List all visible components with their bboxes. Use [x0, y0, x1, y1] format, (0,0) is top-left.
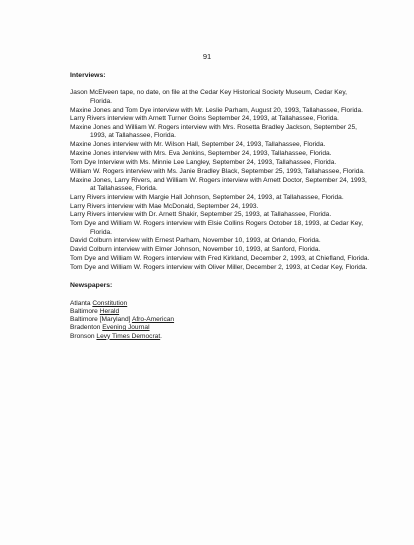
- newspaper-suffix: .: [160, 332, 163, 340]
- interview-entry: Jason McElveen tape, no date, on file at the Cedar Key Historical Society Museum, Cedar Key, Florida.: [70, 89, 347, 105]
- interview-entry: Maxine Jones interview with Mrs. Eva Jenkins, September 24, 1993, Tallahassee, Florida.: [70, 150, 332, 158]
- newspaper-item: [70, 300, 370, 308]
- interviews-heading: Interviews:: [70, 72, 106, 79]
- interview-entry: Larry Rivers interview with Dr. Arnett Shakir, September 25, 1993, at Tallahassee, Florida.: [70, 211, 332, 219]
- newspaper-place: Bronson: [70, 332, 95, 340]
- interview-entry: Larry Rivers interview with Arnett Turner Goins September 24, 1993, at Tallahassee, Florida.: [70, 115, 339, 123]
- newspaper-title: Herald: [99, 307, 120, 315]
- interview-entry: David Colburn interview with Ernest Parham, November 10, 1993, at Orlando, Florida.: [70, 237, 321, 245]
- interview-entry: Tom Dye Interview with Ms. Minnie Lee Langley, September 24, 1993, Tallahassee, Florida.: [70, 158, 337, 166]
- newspaper-title: Evening Journal: [102, 324, 150, 332]
- newspaper-item: [70, 308, 370, 316]
- interviews-list: [70, 89, 370, 272]
- newspapers-list: [70, 300, 370, 341]
- interview-entry: Maxine Jones and William W. Rogers interview with Mrs. Rosetta Bradley Jackson, September 25, 1993, at Tallahassee, Florida.: [70, 124, 357, 140]
- interview-entry: Tom Dye and William W. Rogers interview with Oliver Miller, December 2, 1993, at Cedar Key, Florida.: [70, 263, 368, 271]
- newspaper-item: [70, 333, 370, 341]
- interview-entry: Tom Dye and William W. Rogers interview with Elsie Collins Rogers October 18, 1993, at Cedar Key, Florida.: [70, 220, 364, 236]
- newspapers-heading: Newspapers:: [70, 282, 113, 290]
- newspaper-title: Levy Times Democrat: [96, 332, 161, 340]
- interview-entry: Maxine Jones interview with Mr. Wilson Hall, September 24, 1993, Tallahassee, Florida.: [70, 141, 326, 149]
- newspaper-place: Baltimore [Maryland]: [70, 316, 131, 324]
- interview-entry: William W. Rogers interview with Ms. Janie Bradley Black, September 25, 1993, Tallahassee, Florida.: [70, 167, 365, 175]
- interview-entry: Larry Rivers interview with Mae McDonald, September 24, 1993.: [70, 202, 259, 210]
- interview-entry: Maxine Jones, Larry Rivers, and William W. Rogers interview with Arnett Doctor, September 24, 1993, at Tallahassee, Florida.: [70, 176, 367, 192]
- newspaper-title: Afro-American: [131, 316, 175, 324]
- interview-entry: David Colburn interview with Elmer Johnson, November 10, 1993, at Sanford, Florida.: [70, 246, 321, 254]
- interview-entry: Larry Rivers interview with Margie Hall Johnson, September 24, 1993, at Tallahassee, Florida.: [70, 193, 344, 201]
- page-number: 91: [202, 52, 212, 61]
- newspaper-item: [70, 316, 370, 324]
- newspaper-item: [70, 324, 370, 332]
- newspaper-title: Constitution: [92, 299, 128, 307]
- newspaper-place: Bradenton: [70, 324, 101, 332]
- newspaper-place: Atlanta: [70, 299, 91, 307]
- interview-entry: Maxine Jones and Tom Dye interview with Mr. Leslie Parham, August 20, 1993, Tallahassee, Florida.: [70, 106, 363, 114]
- bibliography-content: [70, 72, 370, 341]
- newspaper-place: Baltimore: [70, 307, 98, 315]
- interview-entry: Tom Dye and William W. Rogers interview with Fred Kirkland, December 2, 1993, at Chiefland, Florida.: [70, 255, 370, 263]
